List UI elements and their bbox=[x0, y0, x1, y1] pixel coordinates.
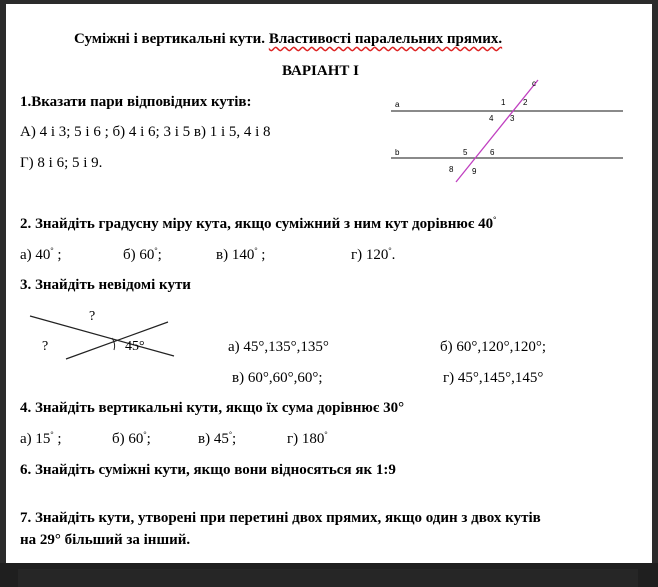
q3-option-a: а) 45°,135°,135° bbox=[228, 339, 329, 355]
angle-label-9: 9 bbox=[472, 167, 477, 176]
worksheet-title: Суміжні і вертикальні кути. Властивості паралельних прямих. bbox=[74, 31, 503, 47]
label-a: a bbox=[395, 100, 400, 109]
bottom-strip bbox=[0, 563, 658, 587]
unknown-angle-left: ? bbox=[42, 339, 49, 354]
angle-label-5: 5 bbox=[463, 148, 468, 157]
angle-label-2: 2 bbox=[523, 98, 528, 107]
q2-option-g: г) 120°. bbox=[351, 246, 396, 263]
label-c: c bbox=[532, 79, 536, 88]
q1-options-line2: Г) 8 і 6; 5 і 9. bbox=[20, 155, 103, 171]
label-b: b bbox=[395, 148, 400, 157]
crossing-line-2 bbox=[66, 322, 168, 359]
q1-options-line1: А) 4 і 3; 5 і 6 ; б) 4 і 6; 3 і 5 в) 1 і 5, 4 і 8 bbox=[20, 124, 271, 140]
q6-text: 6. Знайдіть суміжні кути, якщо вони відносяться як 1:9 bbox=[20, 462, 396, 478]
q3-text: 3. Знайдіть невідомі кути bbox=[20, 277, 191, 293]
q3-option-v: в) 60°,60°,60°; bbox=[232, 370, 323, 386]
q2-option-a: а) 40° ; bbox=[20, 246, 62, 263]
crossing-lines-diagram bbox=[26, 302, 176, 362]
crossing-line-1 bbox=[30, 316, 174, 356]
angle-label-1: 1 bbox=[501, 98, 506, 107]
q2-option-b: б) 60°; bbox=[123, 246, 162, 263]
q4-text: 4. Знайдіть вертикальні кути, якщо їх сума дорівнює 30° bbox=[20, 400, 405, 416]
q3-option-g: г) 45°,145°,145° bbox=[443, 370, 544, 386]
variant-heading: ВАРІАНТ І bbox=[282, 63, 359, 79]
angle-label-4: 4 bbox=[489, 114, 494, 123]
angle-label-3: 3 bbox=[510, 114, 515, 123]
q4-option-b: б) 60°; bbox=[112, 430, 151, 447]
q4-option-v: в) 45°; bbox=[198, 430, 237, 447]
unknown-angle-top: ? bbox=[89, 309, 96, 324]
q3-option-b: б) 60°,120°,120°; bbox=[440, 339, 547, 355]
q2-text: 2. Знайдіть градусну міру кута, якщо суміжний з ним кут дорівнює 40° bbox=[20, 215, 497, 232]
parallel-lines-diagram bbox=[388, 76, 628, 186]
q4-option-a: а) 15° ; bbox=[20, 430, 62, 447]
q4-option-g: г) 180° bbox=[287, 430, 328, 447]
angle-label-8: 8 bbox=[449, 165, 454, 174]
angle-label-6: 6 bbox=[490, 148, 495, 157]
q7-line1: 7. Знайдіть кути, утворені при перетині двох прямих, якщо один з двох кутів bbox=[20, 510, 541, 526]
q7-line2: на 29° більший за інший. bbox=[20, 532, 191, 548]
q2-option-v: в) 140° ; bbox=[216, 246, 266, 263]
known-angle-45: 45° bbox=[125, 339, 145, 354]
transversal-c bbox=[456, 80, 538, 182]
q1-text: 1.Вказати пари відповідних кутів: bbox=[20, 94, 252, 110]
